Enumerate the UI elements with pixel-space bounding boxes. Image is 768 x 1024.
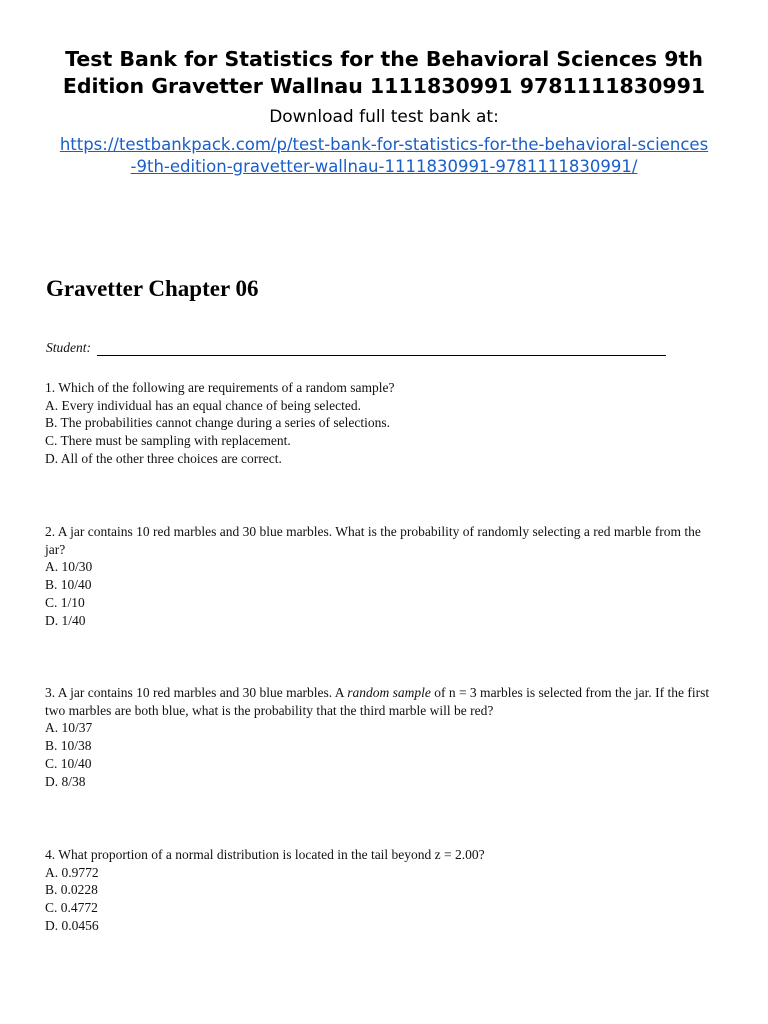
question-1	[45, 379, 717, 468]
document-header	[0, 46, 768, 178]
question-stem: 1. Which of the following are requirements of a random sample?	[45, 380, 395, 395]
question-2	[45, 523, 717, 629]
answer-option-b[interactable]: B. The probabilities cannot change during a series of selections.	[45, 415, 391, 431]
student-name-line[interactable]	[97, 340, 666, 356]
answer-option-a[interactable]: A. 10/37	[45, 720, 93, 736]
question-stem-suffix: of n = 3 marbles is selected from the jar. If the first two marbles are both blue, what is the probability that the third marble will be red?	[45, 685, 710, 718]
answer-option-a[interactable]: A. 0.9772	[45, 864, 99, 880]
answer-option-d[interactable]: D. All of the other three choices are correct.	[45, 450, 282, 466]
answer-option-a[interactable]: A. 10/30	[45, 559, 93, 575]
student-field	[46, 340, 666, 356]
question-stem: 2. A jar contains 10 red marbles and 30 blue marbles. What is the probability of randomly selecting a red marble from the jar?	[45, 524, 701, 557]
answer-option-c[interactable]: C. 10/40	[45, 755, 92, 771]
answer-option-a[interactable]: A. Every individual has an equal chance of being selected.	[45, 397, 362, 413]
question-stem: 4. What proportion of a normal distribution is located in the tail beyond z = 2.00?	[45, 847, 485, 862]
answer-option-d[interactable]: D. 1/40	[45, 612, 86, 628]
download-link[interactable]: https://testbankpack.com/p/test-bank-for-statistics-for-the-behavioral-sciences-9th-edition-gravetter-wallnau-1111830991-9781111830991/	[59, 135, 709, 176]
answer-option-c[interactable]: C. There must be sampling with replacement.	[45, 433, 291, 449]
question-stem	[45, 684, 717, 719]
answer-option-b[interactable]: B. 10/40	[45, 577, 92, 593]
student-label: Student:	[46, 340, 91, 355]
answer-option-c[interactable]: C. 1/10	[45, 594, 85, 610]
question-stem-emphasis: random sample	[347, 685, 431, 700]
document-title: Test Bank for Statistics for the Behavioral Sciences 9th Edition Gravetter Wallnau 1111830991 9781111830991	[62, 47, 706, 98]
answer-option-b[interactable]: B. 0.0228	[45, 882, 98, 898]
answer-option-c[interactable]: C. 0.4772	[45, 900, 98, 916]
answer-option-b[interactable]: B. 10/38	[45, 738, 92, 754]
question-4	[45, 846, 717, 935]
chapter-title: Gravetter Chapter 06	[46, 276, 259, 301]
question-stem-prefix: 3. A jar contains 10 red marbles and 30 blue marbles. A	[45, 685, 348, 700]
download-text: Download full test bank at:	[269, 107, 499, 127]
answer-option-d[interactable]: D. 8/38	[45, 773, 86, 789]
answer-option-d[interactable]: D. 0.0456	[45, 917, 99, 933]
question-3	[45, 684, 717, 790]
